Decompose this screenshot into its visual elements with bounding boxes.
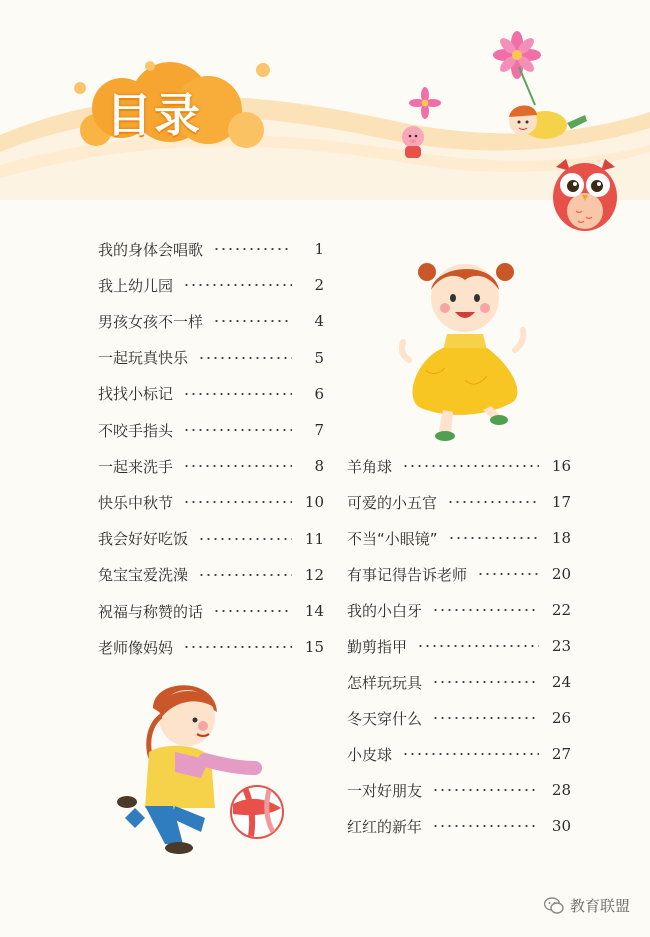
toc-leader-dots [183, 465, 292, 467]
toc-leader-dots [417, 645, 539, 647]
toc-entry-page: 2 [314, 276, 324, 295]
toc-leader-dots [447, 501, 539, 503]
toc-entry-page: 7 [314, 421, 324, 439]
toc-leader-dots [432, 609, 539, 611]
toc-entry-title: 可爱的小五官 [347, 493, 438, 512]
toc-leader-dots [183, 284, 292, 286]
toc-entry [347, 633, 571, 659]
toc-leader-dots [183, 646, 292, 648]
toc-entry-page: 18 [551, 529, 571, 547]
toc-entry-title: 老师像妈妈 [98, 638, 174, 657]
toc-entry-page: 4 [314, 312, 324, 331]
toc-leader-dots [432, 825, 539, 827]
toc-entry-title: 男孩女孩不一样 [98, 312, 204, 331]
page-title: 目录 [106, 88, 202, 142]
toc-entry-page: 22 [551, 601, 571, 619]
toc-entry-page: 24 [551, 673, 571, 691]
toc-entry-page: 17 [551, 493, 571, 511]
watermark [544, 895, 630, 916]
girl-yellow-dress-illustration [395, 250, 530, 445]
toc-entry-title: 不咬手指头 [98, 421, 174, 440]
toc-entry [98, 236, 324, 262]
toc-entry-page: 16 [551, 457, 571, 475]
toc-leader-dots [198, 538, 292, 540]
toc-entry [347, 525, 571, 551]
toc-entry [347, 777, 571, 803]
toc-entry-page: 27 [551, 745, 571, 763]
toc-entry [347, 705, 571, 731]
toc-entry-title: 我的身体会唱歌 [98, 240, 204, 259]
toc-entry [98, 598, 324, 624]
toc-leader-dots [448, 537, 539, 539]
toc-entry [98, 417, 324, 443]
toc-entry [347, 561, 571, 587]
toc-entry-title: 一起来洗手 [98, 457, 174, 476]
toc-leader-dots [432, 681, 539, 683]
toc-leader-dots [402, 465, 539, 467]
toc-entry-page: 5 [314, 348, 324, 367]
toc-entry-title: 祝福与称赞的话 [98, 602, 204, 621]
toc-entry [98, 381, 324, 407]
toc-entry-title: 勤剪指甲 [347, 637, 408, 656]
toc-entry-title: 我的小白牙 [347, 601, 423, 620]
toc-entry [98, 489, 324, 515]
toc-entry [98, 272, 324, 298]
toc-entry-page: 12 [304, 565, 324, 584]
toc-entry-page: 23 [551, 637, 571, 655]
toc-entry-title: 不当“小眼镜” [347, 529, 438, 548]
toc-entry-title: 一起玩真快乐 [98, 349, 189, 368]
toc-entry-title: 有事记得告诉老师 [347, 565, 468, 584]
toc-entry-page: 6 [314, 384, 324, 403]
toc-entry [347, 813, 571, 839]
toc-entry-title: 小皮球 [347, 745, 393, 764]
toc-leader-dots [198, 574, 292, 576]
toc-leader-dots [198, 357, 292, 359]
toc-entry [347, 489, 571, 515]
toc-leader-dots [477, 573, 539, 575]
toc-entry [98, 453, 324, 479]
toc-entry-title: 兔宝宝爱洗澡 [98, 566, 189, 585]
toc-entry-title: 找找小标记 [98, 385, 174, 404]
toc-leader-dots [213, 610, 292, 612]
toc-entry-page: 20 [551, 565, 571, 583]
toc-leader-dots [213, 248, 292, 250]
toc-entry-page: 10 [304, 493, 324, 512]
toc-entry-page: 11 [304, 529, 324, 548]
toc-entry-page: 1 [314, 240, 324, 258]
toc-entry-title: 我会好好吃饭 [98, 530, 189, 549]
wechat-icon [544, 897, 564, 915]
toc-entry-title: 冬天穿什么 [347, 709, 423, 728]
toc-entry-title: 羊角球 [347, 457, 393, 476]
toc-entry [347, 597, 571, 623]
flying-kid-illustration [395, 25, 595, 165]
toc-entry [347, 741, 571, 767]
watermark-text: 教育联盟 [569, 897, 630, 915]
toc-leader-dots [183, 429, 292, 431]
toc-entry-page: 8 [314, 457, 324, 476]
toc-entry [347, 669, 571, 695]
toc-leader-dots [432, 789, 539, 791]
toc-entry-page: 26 [551, 709, 571, 727]
toc-leader-dots [402, 753, 539, 755]
toc-entry [98, 634, 324, 660]
toc-entry-title: 快乐中秋节 [98, 493, 174, 512]
toc-leader-dots [183, 393, 292, 395]
toc-entry-title: 怎样玩玩具 [347, 673, 423, 692]
toc-entry [98, 562, 324, 588]
toc-leader-dots [213, 320, 292, 322]
toc-entry-page: 28 [551, 781, 571, 799]
toc-entry [347, 453, 571, 479]
toc-entry [98, 526, 324, 552]
toc-entry-page: 14 [304, 602, 324, 620]
toc-entry-page: 15 [304, 638, 324, 657]
toc-entry-page: 30 [551, 817, 571, 835]
owl-illustration [548, 155, 623, 235]
toc-leader-dots [183, 501, 292, 503]
toc-entry [98, 308, 324, 334]
toc-entry [98, 345, 324, 371]
toc-entry-title: 一对好朋友 [347, 781, 423, 800]
toc-leader-dots [432, 717, 539, 719]
girl-with-ball-illustration [105, 668, 295, 858]
toc-entry-title: 红红的新年 [347, 817, 423, 836]
toc-entry-title: 我上幼儿园 [98, 276, 174, 295]
